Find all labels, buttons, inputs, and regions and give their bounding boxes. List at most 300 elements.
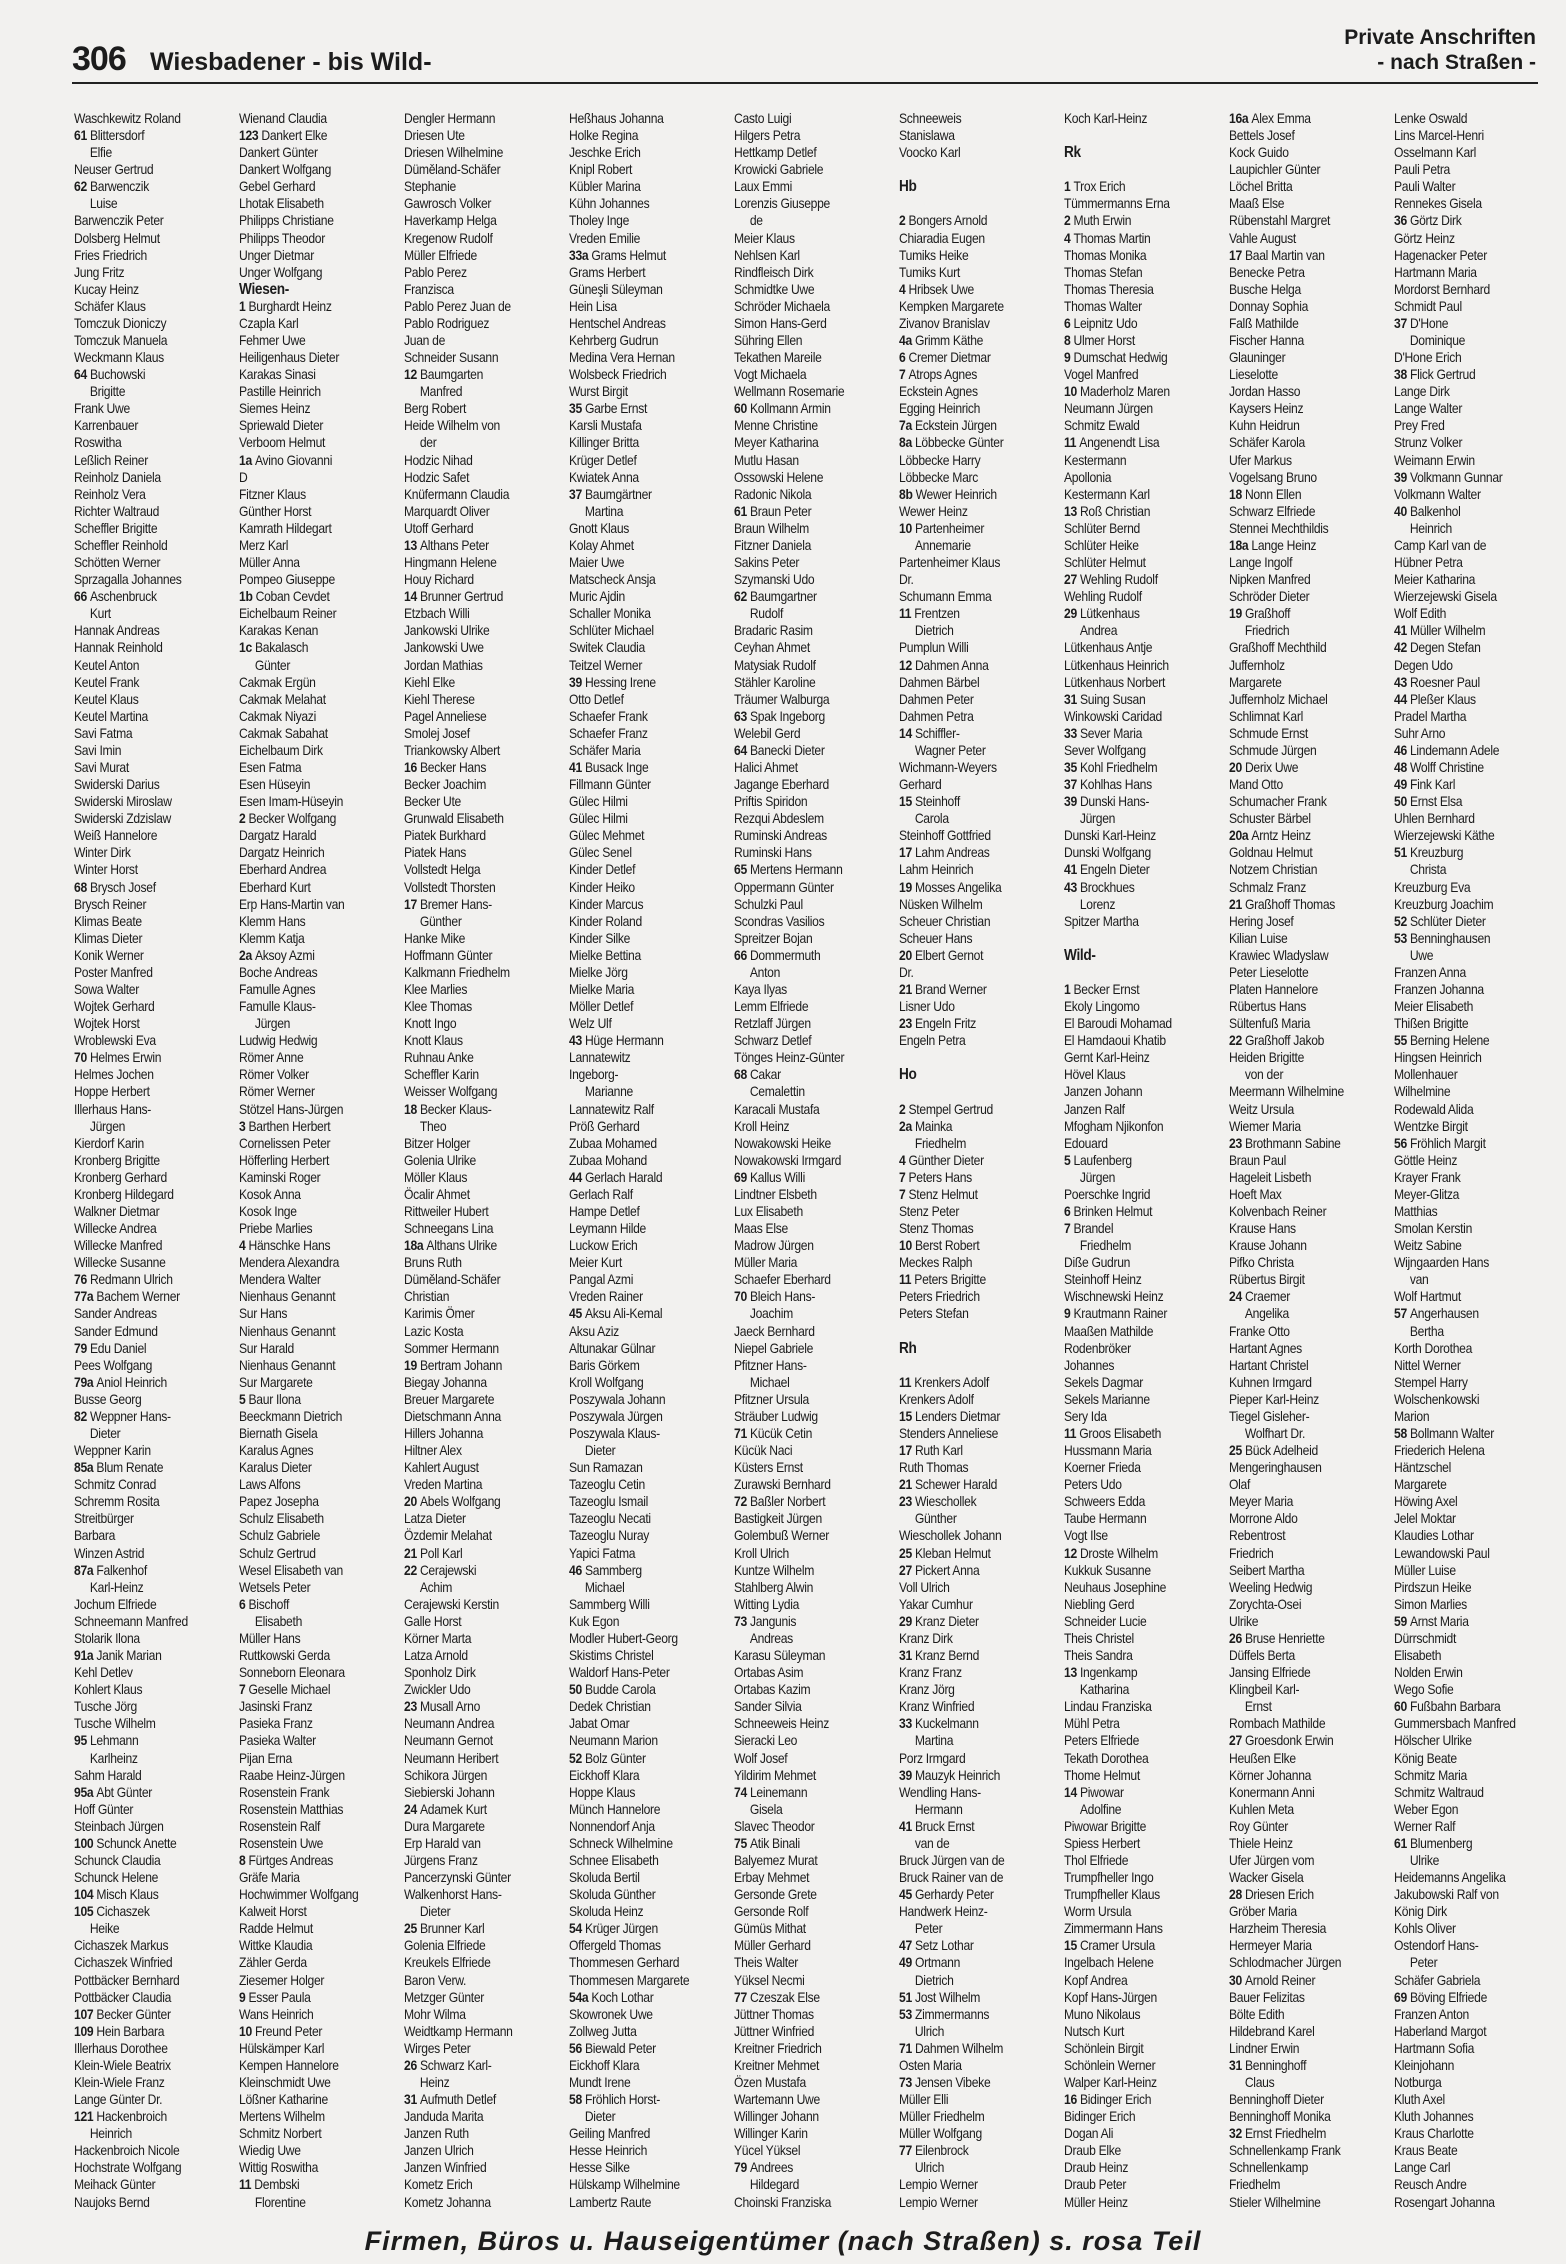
listing-entry: Andrea [1079, 623, 1118, 639]
listing-entry: Savi Murat [74, 759, 129, 775]
listing-entry: Heinrich [1409, 520, 1452, 536]
listing-entry: Kleinschmidt Uwe [239, 2074, 331, 2090]
listing-entry: Tumiks Kurt [899, 264, 960, 280]
listing-entry: Sonneborn Eleonara [239, 1665, 345, 1681]
listing-entry: Hein Lisa [569, 298, 617, 314]
listing-entry: Löchel Britta [1229, 179, 1293, 195]
listing-entry: Klimas Dieter [74, 930, 143, 946]
listing-entry: Jagange Eberhard [734, 777, 829, 793]
listing-entry: van de [914, 1835, 950, 1851]
listing-entry: Wacker Gisela [1229, 1870, 1304, 1886]
listing-entry: Sery Ida [1064, 1408, 1107, 1424]
listing-entry: 73 Jensen Vibeke [899, 2074, 991, 2090]
listing-entry: Gräfe Maria [239, 1870, 300, 1886]
listing-entry: Dankert Wolfgang [239, 162, 332, 178]
listing-entry: Kronberg Brigitte [74, 1152, 160, 1168]
listing-entry: Dietschmann Anna [404, 1408, 501, 1424]
listing-entry: Zorychta-Osei [1229, 1596, 1302, 1612]
listing-entry: Elisabeth [254, 1613, 303, 1629]
listing-entry: Möller Detlef [569, 999, 634, 1015]
listing-entry: Rübertus Hans [1229, 999, 1306, 1015]
listing-entry: 64 Buchowski [74, 367, 146, 383]
listing-entry: Cornelissen Peter [239, 1135, 331, 1151]
listing-entry: Sträuber Ludwig [734, 1408, 818, 1424]
listing-entry: Morrone Aldo [1229, 1511, 1298, 1527]
listing-entry: Sur Harald [239, 1340, 294, 1356]
listing-entry: Cakmak Ergün [239, 674, 316, 690]
listing-entry: Scheffler Reinhold [74, 537, 168, 553]
listing-entry: Jasinski Franz [239, 1699, 313, 1715]
listing-entry: Voocko Karl [899, 145, 961, 161]
listing-entry: 60 Fußbahn Barbara [1394, 1699, 1501, 1715]
listing-entry: Rübertus Birgit [1229, 1272, 1305, 1288]
listing-entry: 11 Dembski [239, 2177, 300, 2193]
listing-entry: Kreukels Elfriede [404, 1955, 491, 1971]
listing-entry: 105 Cichaszek [74, 1904, 150, 1920]
listing-entry: Hering Josef [1229, 913, 1294, 929]
listing-entry: Eberhard Kurt [239, 879, 311, 895]
listing-entry: Neuser Gertrud [74, 162, 154, 178]
listing-entry: Hülskämper Karl [239, 2040, 325, 2056]
listing-entry: Kücük Naci [734, 1443, 793, 1459]
listing-entry: Stanislawa [899, 128, 955, 144]
listing-entry: Schlimnat Karl [1229, 708, 1303, 724]
listing-entry: 39 Volkmann Gunnar [1394, 469, 1503, 485]
listing-entry: Wierzejewski Käthe [1394, 828, 1495, 844]
listing-entry: Kübler Marina [569, 179, 641, 195]
listing-entry: 18a Althans Ulrike [404, 1238, 497, 1254]
listing-entry: Pagel Anneliese [404, 708, 487, 724]
listing-entry: Müller Gerhard [734, 1938, 811, 1954]
listing-entry: Kehl Detlev [74, 1665, 133, 1681]
listing-entry: Hildegard [749, 2177, 800, 2193]
listing-entry: Kopf Andrea [1064, 1972, 1128, 1988]
listing-entry: Famulle Agnes [239, 981, 316, 997]
listing-entry: Roy Günter [1229, 1818, 1289, 1834]
listing-entry: Tusche Wilhelm [74, 1716, 156, 1732]
listing-entry: 55 Berning Helene [1394, 1033, 1490, 1049]
listing-entry: 59 Arnst Maria [1394, 1613, 1469, 1629]
listing-entry: Meermann Wilhelmine [1229, 1084, 1344, 1100]
listing-entry: Thomas Monika [1064, 247, 1147, 263]
listing-entry: Dietrich [914, 623, 954, 639]
listing-entry: Poszywala Klaus- [569, 1426, 660, 1442]
listing-entry: Mühl Petra [1064, 1716, 1120, 1732]
listing-entry: Christa [1409, 862, 1447, 878]
listing-entry: Dedek Christian [569, 1699, 651, 1715]
listing-entry: Aksu Aziz [569, 1323, 619, 1339]
listing-entry: Kinder Detlef [569, 862, 636, 878]
listing-entry: Dunski Wolfgang [1064, 845, 1151, 861]
listing-entry: Lemm Elfriede [734, 999, 809, 1015]
listing-entry: Rittweiler Hubert [404, 1204, 489, 1219]
listing-entry: Heinrich [89, 2126, 132, 2142]
listing-entry: 10 Freund Peter [239, 2023, 323, 2039]
listing-entry: 53 Benninghausen [1394, 930, 1491, 946]
listing-entry: Willecke Manfred [74, 1238, 163, 1254]
listing-entry: Schaefer Frank [569, 708, 648, 724]
listing-entry: Balyemez Murat [734, 1852, 818, 1868]
listing-entry: Stieler Wilhelmine [1229, 2194, 1321, 2210]
listing-entry: Günther Horst [239, 503, 312, 519]
listing-entry: Tumiks Heike [899, 247, 969, 263]
listing-entry: Rh [899, 1339, 917, 1357]
listing-entry: Lahm Heinrich [899, 862, 974, 878]
listing-entry: Karlheinz [89, 1750, 138, 1766]
listing-entry: 18a Lange Heinz [1229, 537, 1317, 553]
listing-entry: Erp Hans-Martin van [239, 896, 345, 912]
listing-entry: Elisabeth [1394, 1648, 1442, 1664]
listing-column [404, 110, 562, 2210]
listing-entry: Spriewald Dieter [239, 418, 324, 434]
listing-entry: Theis Sandra [1064, 1648, 1133, 1664]
listing-entry: 21 Schewer Harald [899, 1477, 998, 1493]
listing-entry: 53 Zimmermanns [899, 2006, 990, 2022]
listing-entry: Mohr Wilma [404, 2006, 466, 2022]
listing-entry: 8a Löbbecke Günter [899, 435, 1004, 451]
listing-entry: Sültenfuß Maria [1229, 1016, 1311, 1032]
listing-entry: Wichmann-Weyers [899, 759, 997, 775]
listing-entry: Sponholz Dirk [404, 1665, 476, 1681]
listing-entry: Volkmann Walter [1394, 486, 1481, 502]
listing-entry: Müller Heinz [1064, 2194, 1128, 2210]
listing-entry: Müller Maria [734, 1255, 798, 1271]
listing-entry: Lange Carl [1394, 2160, 1451, 2176]
listing-entry: Kalweit Horst [239, 1904, 307, 1920]
listing-entry: Angelika [1244, 1306, 1289, 1322]
listing-entry: Koch Karl-Heinz [1064, 111, 1148, 126]
listing-entry: Kahlert August [404, 1460, 479, 1476]
listing-entry: Ruth Thomas [899, 1460, 969, 1476]
listing-entry: Thomas Walter [1064, 298, 1142, 314]
listing-entry: Schmitz Waltraud [1394, 1784, 1484, 1800]
listing-entry: Karakas Kenan [239, 623, 319, 639]
listing-entry: Lieselotte [1229, 367, 1278, 383]
listing-entry: Golembuß Werner [734, 1528, 830, 1544]
running-title: Wiesbadener - bis Wild- [150, 48, 432, 76]
listing-entry: Scheffler Brigitte [74, 520, 158, 536]
listing-entry: Dieter [584, 2109, 616, 2125]
listing-entry: Porz Irmgard [899, 1750, 966, 1766]
listing-entry: Anton [749, 964, 781, 980]
listing-entry: Roswitha [74, 435, 122, 451]
listing-entry: 10 Maderholz Maren [1064, 384, 1170, 400]
listing-entry: 12 Baumgarten [404, 367, 484, 383]
listing-entry: Hübner Petra [1394, 555, 1463, 571]
listing-entry: Braun Paul [1229, 1152, 1286, 1168]
listing-entry: Grunwald Elisabeth [404, 811, 504, 827]
listing-entry: Marianne [584, 1084, 633, 1100]
listing-entry: Peters Elfriede [1064, 1733, 1140, 1749]
listing-entry: 2a Mainka [899, 1118, 953, 1134]
listing-entry: Goldnau Helmut [1229, 845, 1313, 861]
listing-entry: Mielke Maria [569, 981, 635, 997]
listing-entry: 77 Eilenbrock [899, 2143, 969, 2159]
listing-entry: Richter Waltraud [74, 503, 160, 519]
listing-entry: Bertha [1409, 1323, 1444, 1339]
listing-entry: Schmalz Franz [1229, 879, 1306, 895]
listing-entry: Wehling Rudolf [1064, 589, 1142, 605]
listing-entry: Güneşli Süleyman [569, 281, 663, 297]
listing-entry: Hanke Mike [404, 930, 466, 946]
listing-entry: Müller Anna [239, 555, 300, 571]
listing-entry: Pieper Karl-Heinz [1229, 1391, 1319, 1407]
listing-entry: Vollstedt Thorsten [404, 879, 496, 895]
listing-entry: Swiderski Miroslaw [74, 794, 172, 810]
listing-entry: Sieracki Leo [734, 1733, 798, 1749]
listing-entry: 9 Esser Paula [239, 1989, 311, 2005]
listing-entry: Nienhaus Genannt [239, 1357, 336, 1373]
listing-entry: 9 Krautmann Rainer [1064, 1306, 1168, 1322]
listing-entry: Wentzke Birgit [1394, 1118, 1468, 1134]
listing-entry: Wiedig Uwe [239, 2143, 301, 2159]
listing-entry: Fries Friedrich [74, 247, 147, 263]
listing-entry: Lannatewitz [569, 1050, 631, 1066]
listing-entry: 2 Bongers Arnold [899, 213, 988, 229]
listing-entry: Apollonia [1064, 469, 1112, 485]
listing-entry: Heike [89, 1921, 120, 1937]
listing-entry: Günter [254, 657, 291, 673]
listing-entry: Ruminski Hans [734, 845, 812, 861]
listing-entry: Heiligenhaus Dieter [239, 350, 340, 366]
listing-entry: 75 Atik Binali [734, 1835, 800, 1851]
listing-entry: 5 Baur Ilona [239, 1391, 301, 1407]
listing-entry: Hövel Klaus [1064, 1067, 1126, 1083]
listing-entry: 19 Bertram Johann [404, 1357, 503, 1373]
listing-entry: 70 Helmes Erwin [74, 1050, 162, 1066]
listing-entry: Ortabas Asim [734, 1665, 804, 1681]
listing-entry: Ho [899, 1066, 917, 1084]
listing-entry: Yakar Cumhur [899, 1596, 973, 1612]
listing-entry: Theis Walter [734, 1955, 799, 1971]
listing-entry: 61 Blittersdorf [74, 128, 145, 144]
listing-entry: Jürgen [1079, 811, 1116, 827]
listing-entry: Friedhelm [914, 1135, 967, 1151]
listing-entry: Mielke Bettina [569, 947, 641, 963]
listing-entry: Maaß Else [1229, 196, 1285, 212]
listing-entry: Laws Alfons [239, 1477, 301, 1493]
listing-entry: Gülec Hilmi [569, 794, 628, 810]
listing-entry: Simon Hans-Gerd [734, 315, 827, 331]
listing-entry: Pablo Perez Juan de [404, 298, 511, 314]
listing-entry: 62 Baumgartner [734, 589, 817, 605]
listing-entry: Pauli Petra [1394, 162, 1451, 178]
listing-entry: Heßhaus Johanna [569, 111, 664, 126]
listing-entry: Papez Josepha [239, 1494, 319, 1510]
listing-entry: Draub Elke [1064, 2143, 1121, 2159]
listing-entry: 35 Garbe Ernst [569, 401, 648, 417]
listing-entry: 38 Flick Gertrud [1394, 367, 1476, 383]
listing-entry: Karalus Dieter [239, 1460, 312, 1476]
listing-entry: 64 Banecki Dieter [734, 742, 825, 758]
listing-entry: Klee Marlies [404, 981, 468, 997]
listing-entry: Schneck Wilhelmine [569, 1835, 673, 1851]
listing-entry: Körner Marta [404, 1630, 472, 1646]
listing-entry: 12 Dahmen Anna [899, 657, 989, 673]
listing-entry: Lorenz [1079, 896, 1116, 912]
listing-entry: 66 Dommermuth [734, 947, 821, 963]
listing-entry: Krüger Detlef [569, 452, 637, 468]
listing-entry: Kaysers Heinz [1229, 401, 1304, 417]
listing-entry: Jordan Mathias [404, 657, 483, 673]
listing-entry: Löbbecke Marc [899, 469, 979, 485]
listing-entry: Nittel Werner [1394, 1357, 1461, 1373]
listing-entry: Jung Fritz [74, 264, 125, 280]
listing-entry: Schaller Monika [569, 606, 651, 622]
listing-entry: Voll Ulrich [899, 1579, 950, 1595]
listing-entry: der [419, 435, 437, 451]
listing-entry: Retzlaff Jürgen [734, 1016, 811, 1032]
listing-entry: Römer Anne [239, 1050, 304, 1066]
listing-entry: Schmidtke Uwe [734, 281, 815, 297]
listing-entry: Ludwig Hedwig [239, 1033, 318, 1049]
listing-entry: 1 Trox Erich [1064, 179, 1126, 195]
listing-entry: Vogt Michaela [734, 367, 807, 383]
listing-entry: 22 Cerajewski [404, 1562, 477, 1578]
listing-entry: Janzen Winfried [404, 2160, 487, 2176]
listing-entry: Skoluda Bertil [569, 1870, 640, 1886]
listing-entry: Kometz Johanna [404, 2194, 491, 2210]
listing-entry: Lempio Werner [899, 2177, 978, 2193]
listing-entry: Kuk Egon [569, 1613, 620, 1629]
listing-entry: Steinbach Jürgen [74, 1818, 164, 1834]
listing-entry: Yücel Yüksel [734, 2143, 801, 2159]
listing-entry: 15 Lenders Dietmar [899, 1408, 1001, 1424]
listing-entry: Sommer Hermann [404, 1340, 499, 1356]
listing-entry: Wagner Peter [914, 742, 986, 758]
listing-entry: 87a Falkenhof [74, 1562, 147, 1578]
listing-entry: 58 Bollmann Walter [1394, 1426, 1494, 1442]
listing-entry: 7a Eckstein Jürgen [899, 418, 997, 434]
listing-entry: Otto Detlef [569, 691, 624, 707]
listing-entry: Kaya Ilyas [734, 981, 787, 997]
listing-entry: Pancerzynski Günter [404, 1870, 511, 1886]
listing-entry: Baron Verw. [404, 1972, 467, 1988]
listing-entry: 17 Baal Martin van [1229, 247, 1325, 263]
listing-entry: Luise [89, 196, 118, 212]
listing-entry: Latza Dieter [404, 1511, 466, 1527]
listing-entry: Killinger Britta [569, 435, 639, 451]
listing-entry: 37 Baumgärtner [569, 486, 652, 502]
listing-entry: 11 Angenendt Lisa [1064, 435, 1160, 451]
listing-entry: Weitz Sabine [1394, 1238, 1462, 1254]
listing-entry: 22 Graßhoff Jakob [1229, 1033, 1325, 1049]
listing-entry: Offergeld Thomas [569, 1938, 661, 1954]
listing-entry: 3 Barthen Herbert [239, 1118, 331, 1134]
listing-entry: Hölscher Ulrike [1394, 1733, 1472, 1749]
listing-entry: Karl-Heinz [89, 1579, 144, 1595]
listing-entry: Wolfhart Dr. [1244, 1426, 1306, 1442]
listing-entry: Elfie [89, 145, 112, 161]
listing-entry: Katharina [1079, 1682, 1130, 1698]
listing-entry: Notburga [1394, 2074, 1442, 2090]
listing-entry: Kreitner Friedrich [734, 2040, 822, 2056]
listing-entry: Franzen Anton [1394, 2006, 1469, 2022]
listing-entry: Löbbecke Harry [899, 452, 981, 468]
listing-entry: Scondras Vasilios [734, 913, 825, 929]
listing-entry: Wolschenkowski [1394, 1391, 1480, 1407]
listing-entry: Cemalettin [749, 1084, 805, 1100]
listing-entry: Teitzel Werner [569, 657, 643, 673]
listing-entry: Kiehl Elke [404, 674, 455, 690]
listing-entry: Ruminski Andreas [734, 828, 827, 844]
section-title-line1: Private Anschriften [1344, 26, 1536, 49]
listing-entry: 8 Fürtges Andreas [239, 1852, 333, 1868]
listing-entry: Schlodmacher Jürgen [1229, 1955, 1342, 1971]
listing-entry: Wiemer Maria [1229, 1118, 1301, 1134]
section-title-line2: - nach Straßen - [1377, 51, 1536, 74]
listing-entry: 48 Wolff Christine [1394, 759, 1484, 775]
listing-entry: Weidtkamp Hermann [404, 2023, 513, 2039]
listing-entry: Peter Lieselotte [1229, 964, 1309, 980]
listing-entry: Karrenbauer [74, 418, 139, 434]
listing-entry: 15 Cramer Ursula [1064, 1938, 1155, 1954]
listing-entry: Franke Otto [1229, 1323, 1290, 1339]
listing-entry: Haverkamp Helga [404, 213, 497, 229]
listing-entry: Fitzner Daniela [734, 537, 812, 553]
listing-entry: Kreitner Mehmet [734, 2057, 820, 2073]
listing-entry: Trumpfheller Ingo [1064, 1870, 1154, 1886]
listing-entry: Heußen Elke [1229, 1750, 1296, 1766]
listing-entry: 32 Ernst Friedhelm [1229, 2126, 1327, 2142]
listing-entry: Ceyhan Ahmet [734, 640, 810, 656]
listing-entry: Korth Dorothea [1394, 1340, 1473, 1356]
listing-entry: Küsters Ernst [734, 1460, 803, 1476]
listing-entry: Sprzagalla Johannes [74, 572, 182, 588]
listing-entry: Krause Hans [1229, 1221, 1296, 1237]
listing-entry: Ingeborg- [569, 1067, 619, 1083]
listing-entry: Gümüs Mithat [734, 1921, 806, 1937]
listing-entry: Rodewald Alida [1394, 1101, 1474, 1117]
listing-entry: 82 Weppner Hans- [74, 1408, 171, 1424]
listing-entry: Stötzel Hans-Jürgen [239, 1101, 344, 1117]
listing-entry: Eichelbaum Dirk [239, 742, 323, 758]
listing-entry: Skistims Christel [569, 1648, 654, 1664]
listing-entry: Smolej Josef [404, 725, 470, 741]
listing-entry: Pumplun Willi [899, 640, 969, 656]
listing-entry: Kreuzburg Eva [1394, 879, 1471, 895]
listing-entry: Schäfer Klaus [74, 298, 146, 314]
listing-entry: Rezqui Abdeslem [734, 811, 824, 827]
listing-entry: Schremm Rosita [74, 1494, 160, 1510]
listing-entry: Welebil Gerd [734, 725, 801, 741]
listing-entry: Lange Dirk [1394, 384, 1450, 400]
listing-entry: 71 Dahmen Wilhelm [899, 2040, 1004, 2056]
listing-column [734, 110, 892, 2210]
listing-entry: Dürrschmidt [1394, 1630, 1457, 1646]
listing-entry: Jabat Omar [569, 1716, 630, 1732]
listing-entry: 26 Bruse Henriette [1229, 1630, 1325, 1646]
listing-entry: König Dirk [1394, 1904, 1447, 1920]
listing-entry: 47 Setz Lothar [899, 1938, 974, 1954]
listing-entry: Schmitz Maria [1394, 1767, 1467, 1783]
listing-entry: 1 Becker Ernst [1064, 981, 1140, 997]
listing-entry: Jürgens Franz [404, 1852, 478, 1868]
listing-entry: 11 Groos Elisabeth [1064, 1426, 1162, 1442]
listing-entry: Eichelbaum Reiner [239, 606, 337, 622]
listing-entry: 72 Baßler Norbert [734, 1494, 826, 1510]
listing-entry: Neumann Gernot [404, 1733, 493, 1749]
listing-entry: Etzbach Willi [404, 606, 470, 622]
listing-entry: Hermeyer Maria [1229, 1938, 1312, 1954]
listing-entry: Rombach Mathilde [1229, 1716, 1326, 1732]
listing-entry: Driesen Ute [404, 128, 465, 144]
listing-entry: Neumann Heribert [404, 1750, 499, 1766]
listing-entry: Schnee Elisabeth [569, 1852, 659, 1868]
listing-entry: 15 Steinhoff [899, 794, 960, 810]
listing-entry: Geiling Manfred [569, 2126, 651, 2142]
listing-entry: Träumer Walburga [734, 691, 830, 707]
